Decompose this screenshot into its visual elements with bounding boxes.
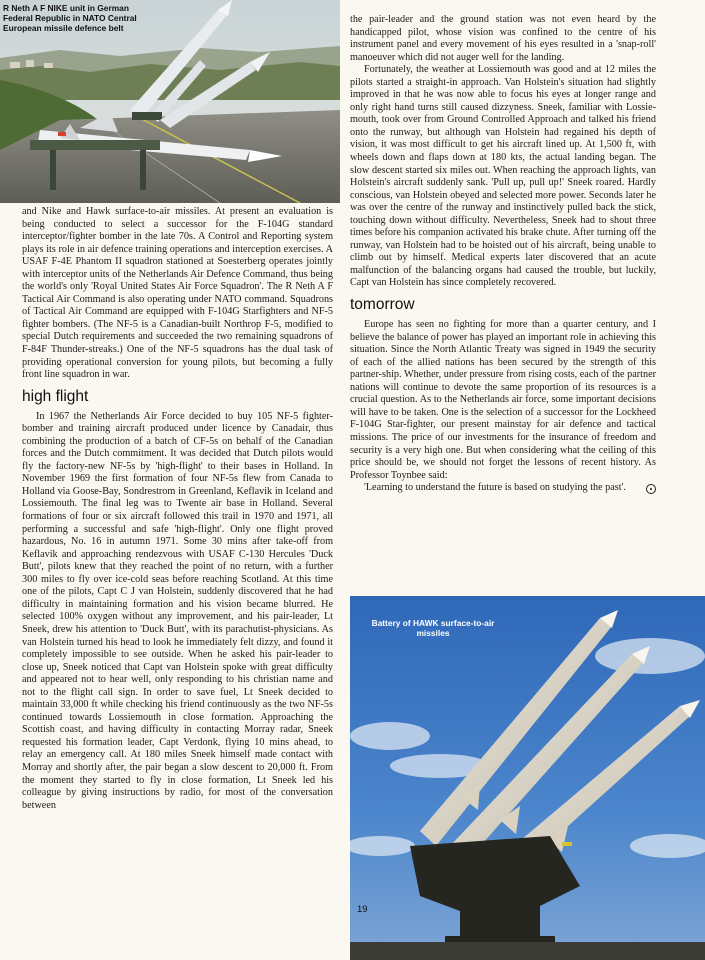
tomorrow-paragraph: Europe has seen no fighting for more than a quarter century, and I believe the balance of power has played an important role in achieving this situation. Since the North Atlantic Treaty was signed in 1949 the security of each of the allied nations has been secured by the strength of this partner-ship. Whether, under pressure from rising costs, each of the partner nations will continue to devote the same proportion of its resources is a crucial question. As to the Netherlands air force, some important decisions will have to be taken. One is the selection of a successor for the Lockheed F-104G Star-fighter, our present mainstay for air defence and tactical missions. The price of our investments for the insurance of freedom and security is a very high one. But when considering what the ceiling of this price should be, we should not forget the lessons of recent history. As Professor Toynbee said: bbox=[350, 319, 656, 481]
hawk-photo-caption: Battery of HAWK surface-to-air missiles bbox=[371, 618, 495, 638]
right-column bbox=[350, 14, 656, 495]
left-column bbox=[22, 206, 333, 812]
high-flight-heading: high flight bbox=[22, 387, 89, 405]
tomorrow-heading: tomorrow bbox=[350, 296, 415, 314]
nike-unit-photo bbox=[0, 0, 340, 203]
page-number: 19 bbox=[357, 904, 368, 915]
quote-line bbox=[350, 482, 656, 495]
high-flight-paragraph: In 1967 the Netherlands Air Force decided to buy 105 NF-5 fighter-bomber and training aircraft produced under licence by Canadair, thus combining the production of a batch of CF-5s on behalf of the Canadian forces and the Dutch commitment. It was decided that Dutch pilots would fly the factory-new NF-5s by 'high-flight' to their bases in Holland. In November 1969 the first formation of four NF-5s flew from Canada to Holland via Goose-Bay, Sondrestrom in Greenland, Keflavik in Iceland and Lossiemouth. The final leg was to Twente air base in Holland. Several formations of four or six aircraft followed this trail in 1970 and 1971, all performing a successful and safe 'high-flight'. Only one flight proved hazardous, No. 16 in autumn 1971. Some 30 mins after take-off from Keflavik and approaching rendezvous with USAF C-130 Hercules 'Duck Butt', pilots knew that they reached the point of no return, with a further 300 miles to fly over ice-cold seas before reaching Scotland. At this time one of the pilots, Capt C J van Holstein, suddenly discovered that he had difficulty in maintaining formation and his vision became blurred. He selected 100% oxygen without any improvement, and his pair-leader, Lt Sneek, drew his attention to 'Duck Butt', with its parachutist-physicians. As van Holstein turned his head to look he immediately felt dizzy, and found it completely impossible to see outside. When he asked his pair-leader to close up, Sneek noticed that Capt van Holstein spoke with great difficulty and appeared not to hear well, only responding to his christian name and not to the flight call sign. In order to save fuel, Lt Sneek decided to maintain 33,000 ft while checking his friend continuously as the two NF-5s continued towards Lossiemouth in close formation. Approaching the Scottish coast, and having difficulty in contacting Morray radar, Sneek requested his formation leader, Capt Verdonk, flying 10 mins ahead, to relay an emergency call. At 180 miles Sneek himself made contact with Morray and shortly after, the pair began a slow descent to 20,000 ft. From the moment they started to fly in close formation, Lt Sneek led his colleague by giving instructions by radio, for most of the conversation between bbox=[22, 410, 333, 811]
continuation-paragraph: the pair-leader and the ground station was not even heard by the handicapped pilot, whose vision was confined to the centre of his instrument panel and every movement of his eyes resulted in a 'snap-roll' manoeuver which did not auger well for the landing. bbox=[350, 14, 656, 63]
end-of-article-icon bbox=[646, 484, 656, 494]
nike-photo-caption: R Neth A F NIKE unit in German Federal Republic in NATO Central European missile defence belt bbox=[3, 3, 137, 33]
left-intro-paragraph: and Nike and Hawk surface-to-air missiles. At present an evaluation is being conducted to select a successor for the F-104G standard interceptor/fighter bomber in the late 70s. A Control and Reporting system plays its role in air defence training operations and interception exercises. A USAF F-4E Phantom II squadron stationed at Soesterberg operates jointly with interceptor units of the Netherlands Air Defence Command, thus being the world's only 'Royal United States Air Force Squadron'. The R Neth A F Tactical Air Command is also operating under NATO command. Squadrons of Tactical Air Command are equipped with F-104G Starfighters and NF-5 fighter bombers. (The NF-5 is a Canadian-built Northrop F-5, modified to special Dutch requirements and succeeded the two remaining squadrons of F-84F Thunder-streaks.) One of the NF-5 squadrons has the dual task of providing operational conversion for young pilots, but becoming a fully front line squadron in war. bbox=[22, 206, 333, 381]
hawk-scene-illustration bbox=[350, 596, 705, 960]
quote-paragraph: 'Learning to understand the future is based on studying the past'. bbox=[364, 482, 626, 494]
fortunately-paragraph: Fortunately, the weather at Lossiemouth was good and at 12 miles the pilots started a straight-in approach. Van Holstein's situation had slightly improved in that he was now able to focus his eyes at longer range and only right hand turns still caused dizzyness. Sneek, familiar with Lossie-mouth, took over from Ground Controlled Approach and talked his friend onto the runway, but although van Holstein had regained his depth of vision, it was most difficult to get his aircraft lined up. At 1,500 ft, with wheels down and flaps down at 180 kts, the actual landing began. The slow descent started six miles out. When reaching the approach lights, van Holstein's aircraft suddenly sank. 'Pull up, pull up!' Sneek roared. Hardly conscious, van Holstein obeyed and selected more power. Seconds later he was over the centre of the runway and instinctively pulled back the stick, touching down without difficulty. Nevertheless, Sneek had to shout three times before his companion activated his brake chute. After turning off the runway, van Holstein had to be hoisted out of his aircraft, being unable to climb out by himself. Medical experts later discovered that an acute malfunction of the balancing organs had caused the trouble, but luckily, Capt van Holstein has since completely recovered. bbox=[350, 64, 656, 289]
hawk-battery-photo bbox=[350, 596, 705, 960]
